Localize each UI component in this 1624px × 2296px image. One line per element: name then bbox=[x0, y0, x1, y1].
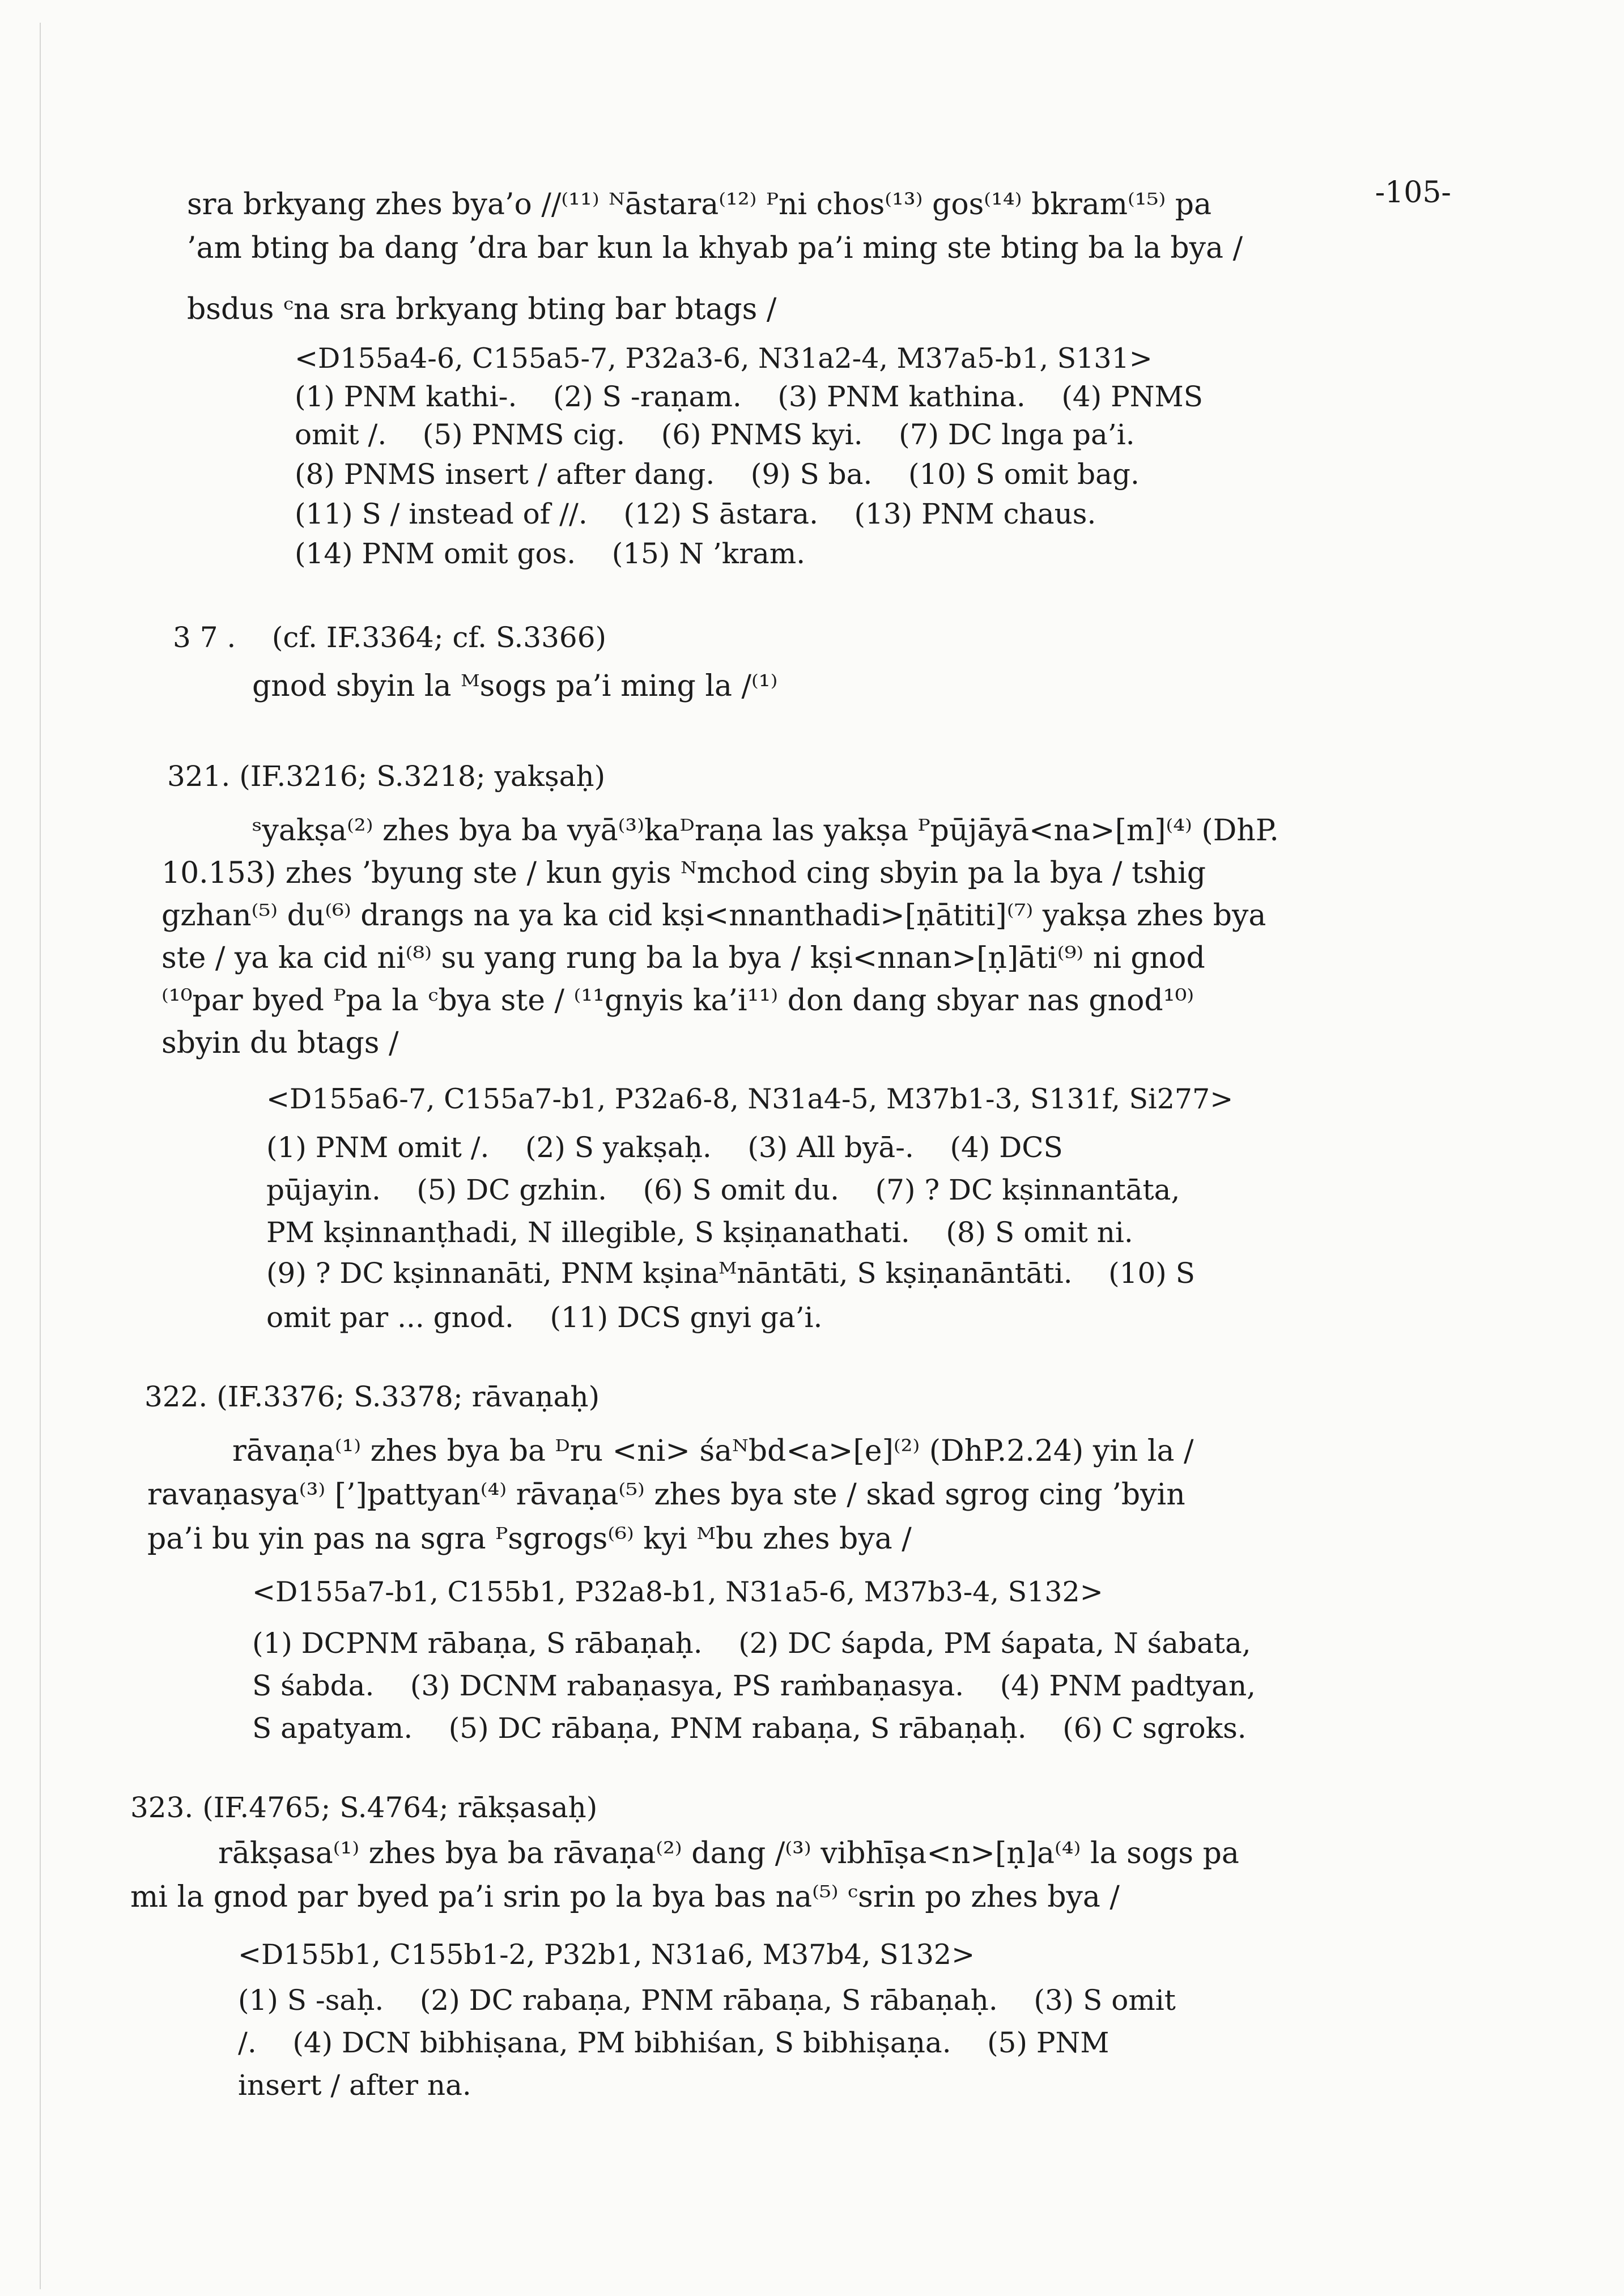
note-line: omit /. (5) PNMS cig. (6) PNMS kyi. (7) DC lnga pa’i. bbox=[295, 418, 1135, 451]
main-text-line: bsdus ᶜna sra brkyang bting bar btags / bbox=[187, 292, 777, 326]
note-line: omit par ... gnod. (11) DCS gnyi ga’i. bbox=[266, 1301, 823, 1334]
section-heading: 323. (IF.4765; S.4764; rākṣasaḥ) bbox=[130, 1791, 598, 1824]
page-number: -105- bbox=[1375, 176, 1451, 210]
note-line: S śabda. (3) DCNM rabaṇasya, PS raṁbaṇasya. (4) PNM padtyan, bbox=[252, 1669, 1256, 1702]
note-line: pūjayin. (5) DC gzhin. (6) S omit du. (7) ? DC kṣinnantāta, bbox=[266, 1173, 1180, 1206]
citation: <D155a4-6, C155a5-7, P32a3-6, N31a2-4, M37a5-b1, S131> bbox=[295, 342, 1153, 375]
main-text-line: rāvaṇa⁽¹⁾ zhes bya ba ᴰru <ni> śaᴺbd<a>[e]⁽²⁾ (DhP.2.24) yin la / bbox=[232, 1434, 1194, 1468]
section-heading: 3 7 . (cf. IF.3364; cf. S.3366) bbox=[173, 621, 607, 654]
note-line: (1) PNM kathi-. (2) S -raṇam. (3) PNM kathina. (4) PNMS bbox=[295, 380, 1203, 413]
note-line: (11) S / instead of //. (12) S āstara. (13) PNM chaus. bbox=[295, 498, 1096, 530]
note-line: PM kṣinnanṭhadi, N illegible, S kṣiṇanathati. (8) S omit ni. bbox=[266, 1216, 1133, 1249]
main-text-line: ste / ya ka cid ni⁽⁸⁾ su yang rung ba la bya / kṣi<nnan>[ṇ]āti⁽⁹⁾ ni gnod bbox=[161, 941, 1205, 975]
note-line: (1) PNM omit /. (2) S yakṣaḥ. (3) All byā-. (4) DCS bbox=[266, 1131, 1063, 1164]
main-text-line: ˢyakṣa⁽²⁾ zhes bya ba vyā⁽³⁾kaᴰraṇa las yakṣa ᴾpūjāyā<na>[m]⁽⁴⁾ (DhP. bbox=[252, 814, 1279, 848]
main-text-line: pa’i bu yin pas na sgra ᴾsgrogs⁽⁶⁾ kyi ᴹbu zhes bya / bbox=[147, 1522, 912, 1556]
scan-edge-line bbox=[40, 23, 41, 2289]
note-line: S apatyam. (5) DC rābaṇa, PNM rabaṇa, S rābaṇaḥ. (6) C sgroks. bbox=[252, 1712, 1247, 1745]
main-text-line: ⁽¹⁰par byed ᴾpa la ᶜbya ste / ⁽¹¹gnyis ka’i¹¹⁾ don dang sbyar nas gnod¹⁰⁾ bbox=[161, 984, 1194, 1018]
note-line: /. (4) DCN bibhiṣana, PM bibhiśan, S bibhiṣaṇa. (5) PNM bbox=[238, 2026, 1109, 2059]
note-line: (14) PNM omit gos. (15) N ’kram. bbox=[295, 537, 806, 570]
citation: <D155b1, C155b1-2, P32b1, N31a6, M37b4, S132> bbox=[238, 1938, 975, 1971]
section-heading: 322. (IF.3376; S.3378; rāvaṇaḥ) bbox=[144, 1380, 600, 1413]
note-line: (8) PNMS insert / after dang. (9) S ba. (10) S omit bag. bbox=[295, 458, 1140, 491]
main-text-line: rākṣasa⁽¹⁾ zhes bya ba rāvaṇa⁽²⁾ dang /⁽³⁾ vibhīṣa<n>[ṇ]a⁽⁴⁾ la sogs pa bbox=[218, 1836, 1239, 1870]
note-line: (1) S -saḥ. (2) DC rabaṇa, PNM rābaṇa, S rābaṇaḥ. (3) S omit bbox=[238, 1984, 1176, 2017]
main-text-line: ravaṇasya⁽³⁾ [’]pattyan⁽⁴⁾ rāvaṇa⁽⁵⁾ zhes bya ste / skad sgrog cing ’byin bbox=[147, 1478, 1185, 1512]
main-text-line: ’am bting ba dang ’dra bar kun la khyab pa’i ming ste bting ba la bya / bbox=[187, 231, 1243, 265]
main-text-line: 10.153) zhes ’byung ste / kun gyis ᴺmchod cing sbyin pa la bya / tshig bbox=[161, 856, 1206, 890]
note-line: (9) ? DC kṣinnanāti, PNM kṣinaᴹnāntāti, S kṣiṇanāntāti. (10) S bbox=[266, 1257, 1195, 1290]
main-text-line: mi la gnod par byed pa’i srin po la bya bas na⁽⁵⁾ ᶜsrin po zhes bya / bbox=[130, 1880, 1120, 1914]
citation: <D155a7-b1, C155b1, P32a8-b1, N31a5-6, M37b3-4, S132> bbox=[252, 1576, 1103, 1608]
citation: <D155a6-7, C155a7-b1, P32a6-8, N31a4-5, M37b1-3, S131f, Si277> bbox=[266, 1083, 1234, 1115]
main-text-line: gnod sbyin la ᴹsogs pa’i ming la /⁽¹⁾ bbox=[252, 669, 778, 703]
note-line: (1) DCPNM rābaṇa, S rābaṇaḥ. (2) DC śapda, PM śapata, N śabata, bbox=[252, 1627, 1251, 1660]
section-heading: 321. (IF.3216; S.3218; yakṣaḥ) bbox=[167, 760, 606, 793]
main-text-line: gzhan⁽⁵⁾ du⁽⁶⁾ drangs na ya ka cid kṣi<nnanthadi>[ṇātiti]⁽⁷⁾ yakṣa zhes bya bbox=[161, 899, 1266, 933]
note-line: insert / after na. bbox=[238, 2069, 471, 2102]
main-text-line: sbyin du btags / bbox=[161, 1026, 399, 1060]
main-text-line: sra brkyang zhes bya’o //⁽¹¹⁾ ᴺāstara⁽¹²⁾ ᴾni chos⁽¹³⁾ gos⁽¹⁴⁾ bkram⁽¹⁵⁾ pa bbox=[187, 188, 1212, 222]
